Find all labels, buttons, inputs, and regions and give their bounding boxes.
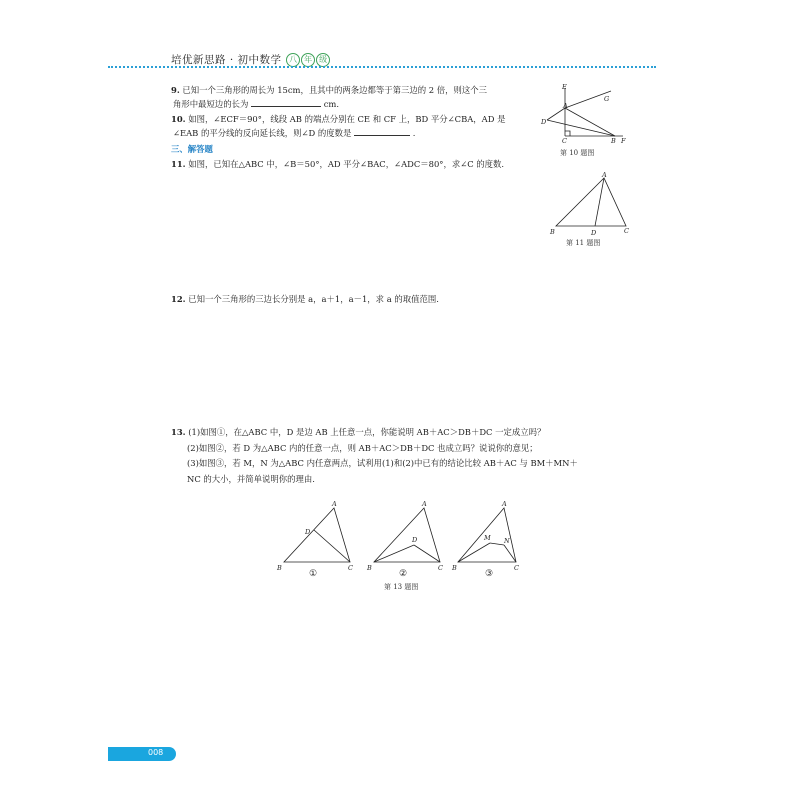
question-10 (171, 112, 505, 140)
page-header (171, 52, 330, 67)
question-text: (2)如图②，若 D 为△ABC 内的任意一点，则 AB＋AC＞DB＋DC 也成立吗？说说你的意见； (187, 442, 538, 453)
point-label: G (604, 95, 610, 103)
point-label: A (602, 171, 607, 179)
question-text: 如图，∠ECF＝90°，线段 AB 的端点分别在 CE 和 CF 上，BD 平分∠CBA，AD 是 (188, 114, 506, 124)
answer-blank (251, 98, 321, 107)
question-text: (1)如图①，在△ABC 中，D 是边 AB 上任意一点，你能说明 AB＋AC＞DB＋DC 一定成立吗？ (188, 427, 546, 437)
answer-blank (354, 127, 410, 136)
question-text: NC 的大小，并简单说明你的理由. (187, 473, 315, 484)
question-9 (171, 83, 487, 111)
grade-badge: 年 (301, 53, 315, 67)
question-text: 如图，已知在△ABC 中，∠B＝50°，AD 平分∠BAC，∠ADC＝80°，求∠C 的度数. (188, 159, 505, 169)
question-number: 13. (171, 427, 186, 437)
question-text: (3)如图③，若 M，N 为△ABC 内任意两点，试利用(1)和(2)中已有的结论比较 AB＋AC 与 BM＋MN＋ (187, 458, 578, 468)
point-label: C (348, 564, 353, 572)
point-label: D (305, 528, 311, 536)
point-label: C (438, 564, 443, 572)
question-text: 角形中最短边的长为 (173, 99, 249, 109)
question-number: 10. (171, 114, 186, 124)
book-title: 培优新思路 · 初中数学 (171, 54, 282, 66)
question-text: ∠EAB 的平分线的反向延长线，则∠D 的度数是 (173, 128, 352, 138)
figure-11 (546, 170, 636, 240)
point-label: D (591, 229, 597, 237)
question-text: . (412, 128, 416, 138)
subfigure-label: ② (399, 569, 408, 579)
subfigure-label: ① (309, 569, 318, 579)
point-label: B (367, 564, 372, 572)
point-label: A (332, 500, 337, 508)
point-label: C (624, 227, 629, 235)
question-text: 已知一个三角形的周长为 15cm，且其中的两条边都等于第三边的 2 倍，则这个三 (182, 85, 488, 95)
question-number: 9. (171, 85, 180, 95)
question-text: cm. (323, 99, 340, 109)
page-number-tab (108, 747, 176, 761)
figure-caption: 第 13 题图 (384, 583, 419, 591)
page-number: 008 (148, 748, 164, 757)
point-label: A (422, 500, 427, 508)
point-label: B (277, 564, 282, 572)
question-12 (171, 292, 439, 306)
point-label: M (484, 534, 491, 542)
point-label: C (514, 564, 519, 572)
figure-caption: 第 10 题图 (560, 149, 595, 157)
section-heading: 三、解答题 (171, 144, 213, 154)
question-number: 12. (171, 294, 186, 304)
figure-10 (535, 80, 635, 148)
question-11 (171, 157, 504, 171)
point-label: A (502, 500, 507, 508)
header-divider (108, 66, 656, 68)
point-label: E (562, 83, 567, 91)
figure-caption: 第 11 题图 (566, 239, 601, 247)
question-text: 已知一个三角形的三边长分别是 a，a＋1，a－1，求 a 的取值范围. (188, 294, 439, 304)
grade-badge: 八 (286, 53, 300, 67)
grade-badge: 级 (316, 53, 330, 67)
point-label: C (562, 137, 567, 145)
point-label: D (541, 118, 547, 126)
point-label: N (504, 537, 510, 545)
point-label: B (550, 228, 555, 236)
point-label: B (452, 564, 457, 572)
subfigure-label: ③ (485, 569, 494, 579)
point-label: A (563, 102, 568, 110)
question-number: 11. (171, 159, 186, 169)
point-label: D (412, 536, 418, 544)
question-13 (171, 425, 578, 487)
point-label: F (621, 137, 626, 145)
point-label: B (611, 137, 616, 145)
